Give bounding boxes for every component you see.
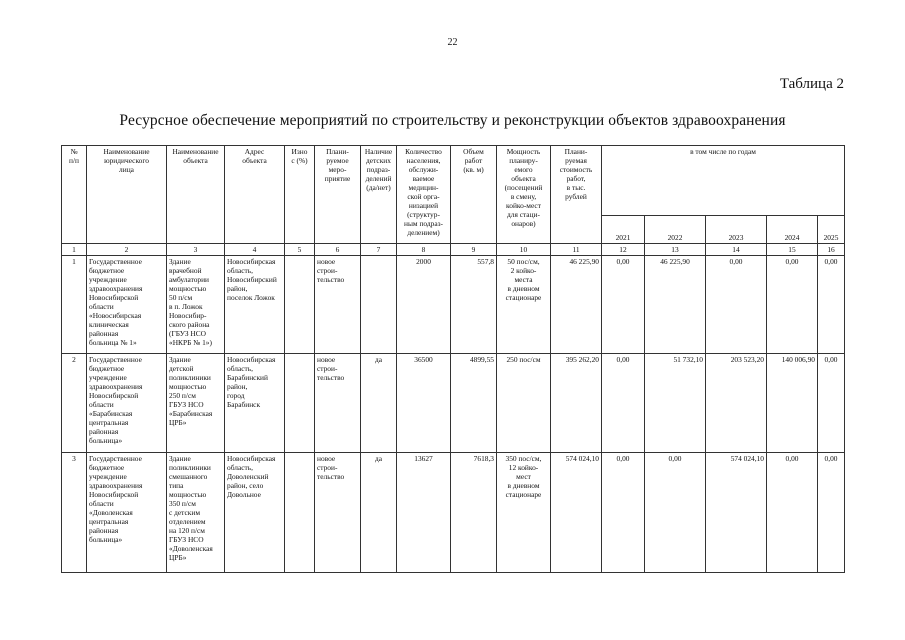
header-year-2022: 2022 <box>645 216 706 244</box>
header-legal-entity: Наименование юридического лица <box>87 146 167 244</box>
header-planned-measure: Плани- руемое меро- приятие <box>315 146 361 244</box>
cell-work-volume: 557,8 <box>451 256 497 354</box>
cell-work-volume: 4899,55 <box>451 354 497 453</box>
cell-planned-cost: 395 262,20 <box>551 354 602 453</box>
column-number: 15 <box>767 244 818 256</box>
cell-children-units <box>361 256 397 354</box>
column-number: 3 <box>167 244 225 256</box>
cell-year-2024: 140 006,90 <box>767 354 818 453</box>
header-capacity: Мощность планиру- емого объекта (посещений в смену, койко-мест для стаци- онаров) <box>497 146 551 244</box>
header-row <box>62 146 845 216</box>
header-year-2021: 2021 <box>602 216 645 244</box>
cell-year-2021: 0,00 <box>602 453 645 573</box>
cell-legal-entity: Государственное бюджетное учреждение здравоохранения Новосибирской области «Барабинская центральная районная больница» <box>87 354 167 453</box>
cell-object-name: Здание поликлиники смешанного типа мощностью 350 п/см с детским отделением на 120 п/см ГБУЗ НСО «Доволенская ЦРБ» <box>167 453 225 573</box>
header-year-2025: 2025 <box>818 216 845 244</box>
page-number: 22 <box>447 37 458 48</box>
column-number: 1 <box>62 244 87 256</box>
cell-num: 2 <box>62 354 87 453</box>
cell-address: Новосибирская область, Новосибирский район, поселок Ложок <box>225 256 285 354</box>
header-address: Адрес объекта <box>225 146 285 244</box>
column-number: 9 <box>451 244 497 256</box>
cell-planned-cost: 46 225,90 <box>551 256 602 354</box>
column-number: 8 <box>397 244 451 256</box>
cell-year-2023: 0,00 <box>706 256 767 354</box>
cell-year-2024: 0,00 <box>767 453 818 573</box>
column-number: 12 <box>602 244 645 256</box>
table-row <box>62 256 845 354</box>
cell-address: Новосибирская область, Барабинский район, город Барабинск <box>225 354 285 453</box>
cell-planned-measure: новое строи- тельство <box>315 256 361 354</box>
cell-population: 36500 <box>397 354 451 453</box>
column-number-row <box>62 244 845 256</box>
header-planned-cost: Плани- руемая стоимость работ, в тыс. рублей <box>551 146 602 244</box>
cell-capacity: 250 пос/см <box>497 354 551 453</box>
cell-address: Новосибирская область, Доволенский район, село Довольное <box>225 453 285 573</box>
cell-population: 2000 <box>397 256 451 354</box>
cell-year-2021: 0,00 <box>602 256 645 354</box>
cell-num: 1 <box>62 256 87 354</box>
cell-num: 3 <box>62 453 87 573</box>
cell-object-name: Здание детской поликлиники мощностью 250 п/см ГБУЗ НСО «Барабинская ЦРБ» <box>167 354 225 453</box>
header-wear: Изно с (%) <box>285 146 315 244</box>
cell-capacity: 350 пос/см, 12 койко- мест в дневном стационаре <box>497 453 551 573</box>
cell-year-2023: 574 024,10 <box>706 453 767 573</box>
cell-capacity: 50 пос/см, 2 койко- места в дневном стационаре <box>497 256 551 354</box>
cell-legal-entity: Государственное бюджетное учреждение здравоохранения Новосибирской области «Новосибирская клиническая районная больница № 1» <box>87 256 167 354</box>
cell-children-units: да <box>361 453 397 573</box>
cell-work-volume: 7618,3 <box>451 453 497 573</box>
cell-year-2025: 0,00 <box>818 453 845 573</box>
column-number: 2 <box>87 244 167 256</box>
document-title: Ресурсное обеспечение мероприятий по строительству и реконструкции объектов здравоохранения <box>119 112 786 129</box>
table-row <box>62 354 845 453</box>
cell-wear <box>285 256 315 354</box>
cell-planned-measure: новое строи- тельство <box>315 453 361 573</box>
table-row <box>62 453 845 573</box>
column-number: 16 <box>818 244 845 256</box>
cell-year-2023: 203 523,20 <box>706 354 767 453</box>
header-num: № п/п <box>62 146 87 244</box>
cell-year-2025: 0,00 <box>818 256 845 354</box>
column-number: 7 <box>361 244 397 256</box>
cell-planned-cost: 574 024,10 <box>551 453 602 573</box>
cell-wear <box>285 453 315 573</box>
column-number: 10 <box>497 244 551 256</box>
column-number: 13 <box>645 244 706 256</box>
header-object-name: Наименование объекта <box>167 146 225 244</box>
cell-year-2022: 46 225,90 <box>645 256 706 354</box>
header-children-units: Наличие детских подраз- делений (да/нет) <box>361 146 397 244</box>
resource-table <box>61 145 845 573</box>
cell-object-name: Здание врачебной амбулатории мощностью 50 п/см в п. Ложок Новосибир- ского района (ГБУЗ НСО «НКРБ № 1») <box>167 256 225 354</box>
table-label: Таблица 2 <box>779 76 844 92</box>
cell-population: 13627 <box>397 453 451 573</box>
column-number: 14 <box>706 244 767 256</box>
cell-year-2024: 0,00 <box>767 256 818 354</box>
header-year-2024: 2024 <box>767 216 818 244</box>
cell-legal-entity: Государственное бюджетное учреждение здравоохранения Новосибирской области «Доволенская центральная районная больница» <box>87 453 167 573</box>
cell-year-2021: 0,00 <box>602 354 645 453</box>
cell-children-units: да <box>361 354 397 453</box>
header-population: Количество населения, обслужи- ваемое медицин- ской орга- низацией (структур- ным подраз- делением) <box>397 146 451 244</box>
header-year-2023: 2023 <box>706 216 767 244</box>
header-work-volume: Объем работ (кв. м) <box>451 146 497 244</box>
cell-year-2025: 0,00 <box>818 354 845 453</box>
header-years-group: в том числе по годам <box>602 146 845 216</box>
column-number: 11 <box>551 244 602 256</box>
cell-year-2022: 51 732,10 <box>645 354 706 453</box>
cell-planned-measure: новое строи- тельство <box>315 354 361 453</box>
cell-year-2022: 0,00 <box>645 453 706 573</box>
cell-wear <box>285 354 315 453</box>
column-number: 5 <box>285 244 315 256</box>
column-number: 4 <box>225 244 285 256</box>
column-number: 6 <box>315 244 361 256</box>
